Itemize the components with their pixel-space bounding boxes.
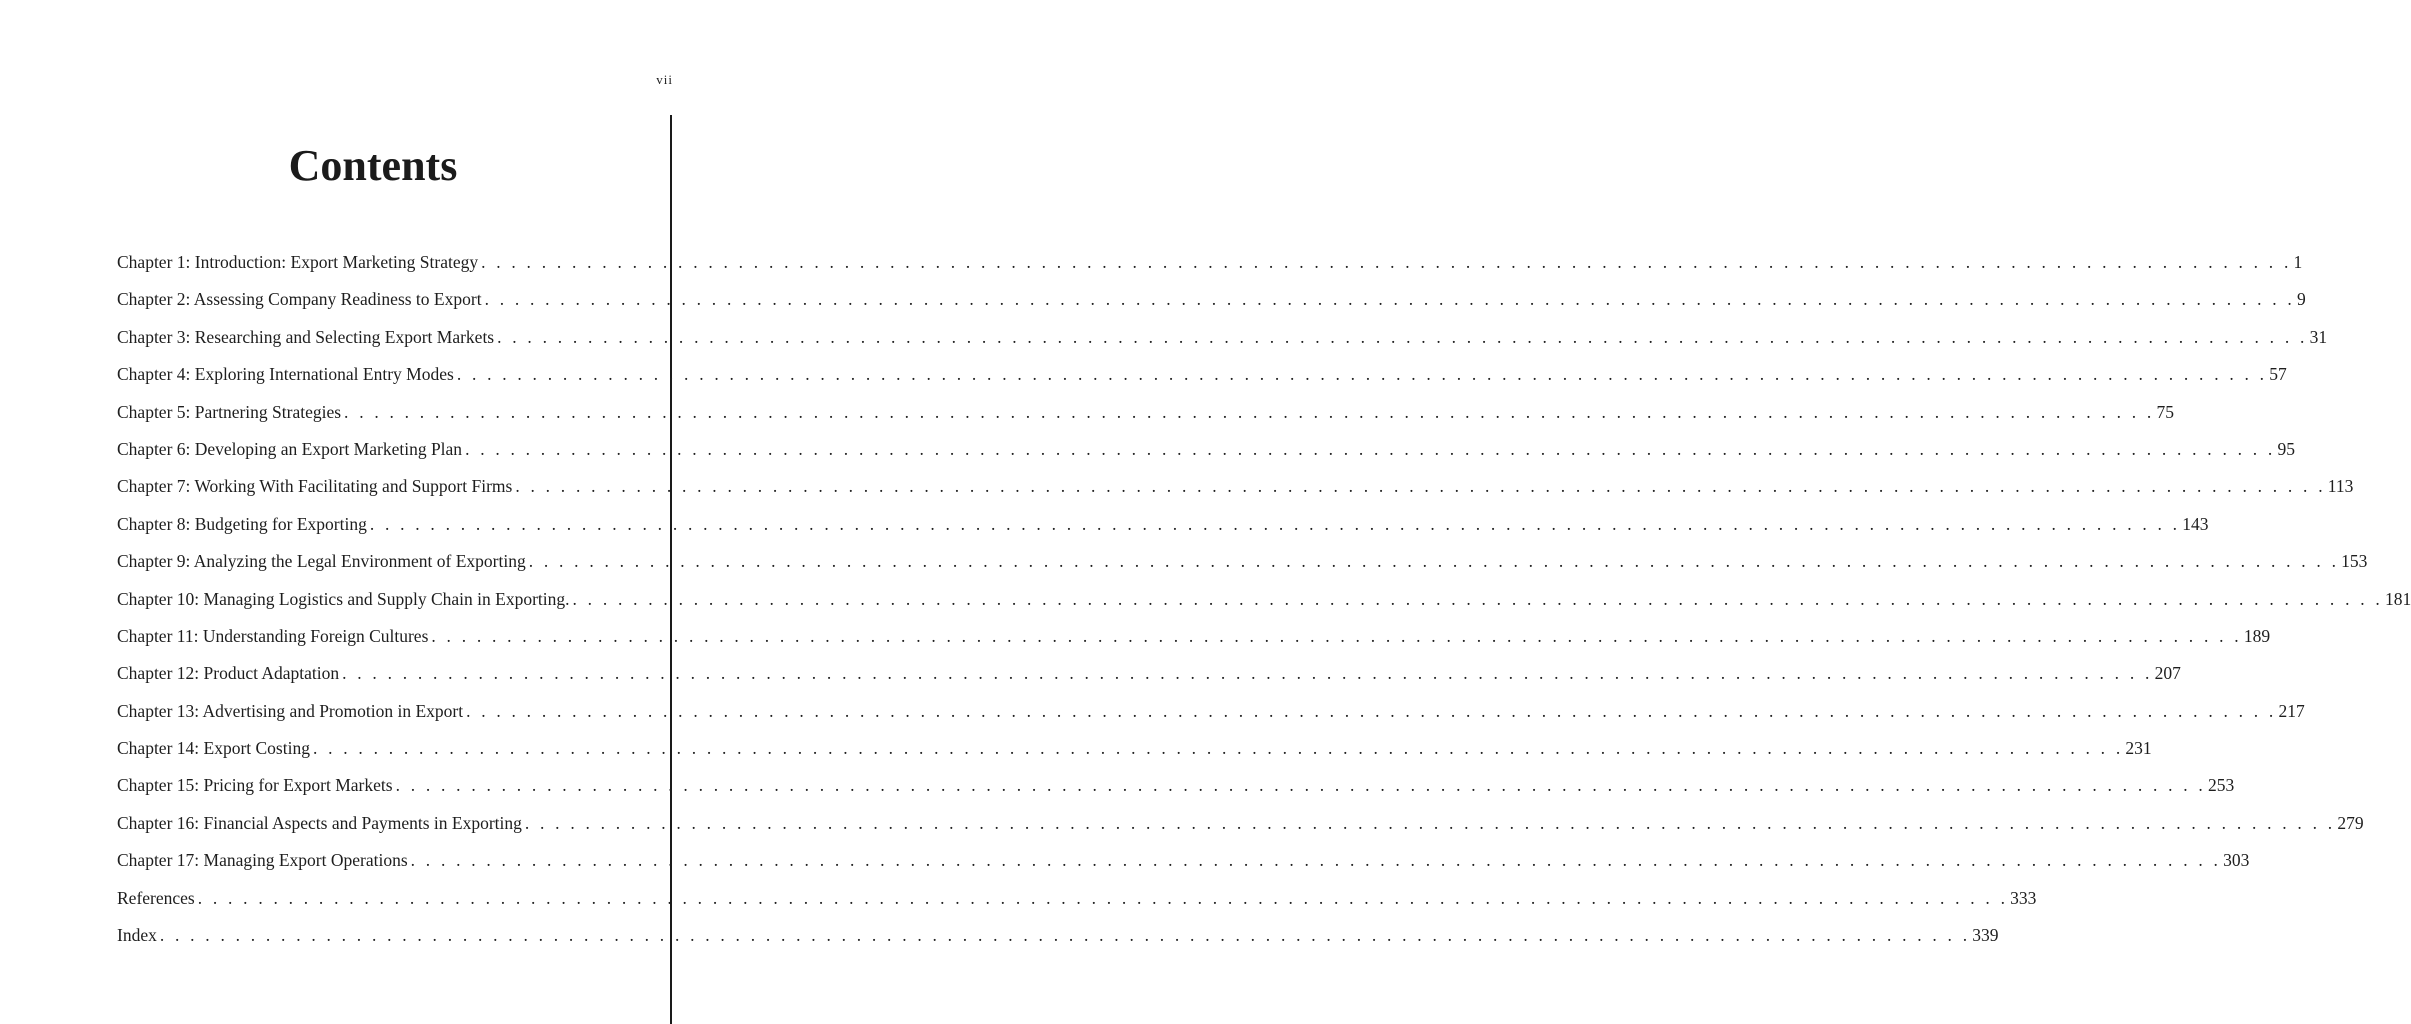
toc-entry-title: Chapter 4: Exploring International Entry Modes — [117, 364, 454, 385]
toc-dot-leader: . . . . . . . . . . . . . . . . . . . . . . . . . . . . . . . . . . . . . . . . . . . . . . . . . . . . . . . . . . . . . . . . . . . . . . . . . . . . . . . . . . . . . . . . . . . . . . . . . . . . . . . . . . . . . . . . . . . . . . . . — [395, 775, 2207, 796]
toc-entry-page-number: 279 — [2337, 812, 2364, 833]
toc-entry-page-number: 303 — [2223, 850, 2250, 871]
toc-entry-page-number: 231 — [2125, 738, 2152, 759]
toc-dot-leader: . . . . . . . . . . . . . . . . . . . . . . . . . . . . . . . . . . . . . . . . . . . . . . . . . . . . . . . . . . . . . . . . . . . . . . . . . . . . . . . . . . . . . . . . . . . . . . . . . . . . . . . . . . . . . . . . . . . . . . . . — [312, 738, 2124, 759]
toc-entry-title: Chapter 16: Financial Aspects and Payments in Exporting — [117, 812, 522, 833]
toc-entry-title: Chapter 17: Managing Export Operations — [117, 850, 408, 871]
toc-dot-leader: . . . . . . . . . . . . . . . . . . . . . . . . . . . . . . . . . . . . . . . . . . . . . . . . . . . . . . . . . . . . . . . . . . . . . . . . . . . . . . . . . . . . . . . . . . . . . . . . . . . . . . . . . . . . . . . . . . . . . . . . — [524, 812, 2336, 833]
toc-entry[interactable] — [117, 431, 2295, 468]
toc-entry-page-number: 1 — [2293, 252, 2303, 272]
toc-entry-title: Index — [117, 925, 157, 946]
toc-entry[interactable] — [117, 543, 2368, 580]
toc-entry-page-number: 181 — [2384, 588, 2411, 609]
toc-dot-leader: . . . . . . . . . . . . . . . . . . . . . . . . . . . . . . . . . . . . . . . . . . . . . . . . . . . . . . . . . . . . . . . . . . . . . . . . . . . . . . . . . . . . . . . . . . . . . . . . . . . . . . . . . . . . . . . . . . . . . . . . — [344, 401, 2155, 422]
toc-entry-title: Chapter 6: Developing an Export Marketing Plan — [117, 438, 463, 459]
toc-entry-title: Chapter 9: Analyzing the Legal Environment of Exporting — [117, 551, 526, 572]
toc-entry-title: Chapter 7: Working With Facilitating and Support Firms — [117, 476, 513, 497]
toc-entry-page-number: 339 — [1972, 925, 1999, 946]
toc-entry-title: Chapter 3: Researching and Selecting Export Markets — [117, 326, 495, 347]
toc-dot-leader: . . . . . . . . . . . . . . . . . . . . . . . . . . . . . . . . . . . . . . . . . . . . . . . . . . . . . . . . . . . . . . . . . . . . . . . . . . . . . . . . . . . . . . . . . . . . . . . . . . . . . . . . . . . . . . . . . . . . . . . . — [466, 700, 2277, 721]
toc-dot-leader: . . . . . . . . . . . . . . . . . . . . . . . . . . . . . . . . . . . . . . . . . . . . . . . . . . . . . . . . . . . . . . . . . . . . . . . . . . . . . . . . . . . . . . . . . . . . . . . . . . . . . . . . . . . . . . . . . . . . . . . . — [197, 887, 2009, 908]
toc-entry[interactable] — [117, 356, 2287, 393]
toc-entry-title: Chapter 11: Understanding Foreign Cultures — [117, 625, 429, 646]
toc-entry[interactable] — [117, 842, 2250, 879]
toc-entry[interactable] — [117, 767, 2235, 804]
toc-entry-page-number: 253 — [2208, 775, 2235, 796]
toc-dot-leader: . . . . . . . . . . . . . . . . . . . . . . . . . . . . . . . . . . . . . . . . . . . . . . . . . . . . . . . . . . . . . . . . . . . . . . . . . . . . . . . . . . . . . . . . . . . . . . . . . . . . . . . . . . . . . . . . . . . . . . . . — [456, 364, 2268, 385]
toc-entry-page-number: 153 — [2341, 551, 2368, 572]
toc-entry[interactable] — [117, 281, 2306, 318]
toc-dot-leader: . . . . . . . . . . . . . . . . . . . . . . . . . . . . . . . . . . . . . . . . . . . . . . . . . . . . . . . . . . . . . . . . . . . . . . . . . . . . . . . . . . . . . . . . . . . . . . . . . . . . . . . . . . . . . . . . . . . . . . . . — [515, 476, 2326, 497]
toc-entry-page-number: 113 — [2327, 476, 2354, 497]
toc-entry[interactable] — [117, 394, 2174, 431]
toc-entry-page-number: 189 — [2243, 625, 2271, 646]
toc-entry[interactable] — [117, 581, 2411, 618]
toc-entry[interactable] — [117, 730, 2152, 767]
toc-entry-title: Chapter 12: Product Adaptation — [117, 663, 340, 684]
toc-entry[interactable] — [117, 655, 2181, 692]
toc-entry[interactable] — [117, 693, 2305, 730]
toc-entry-page-number: 9 — [2297, 289, 2306, 310]
toc-dot-leader: . . . . . . . . . . . . . . . . . . . . . . . . . . . . . . . . . . . . . . . . . . . . . . . . . . . . . . . . . . . . . . . . . . . . . . . . . . . . . . . . . . . . . . . . . . . . . . . . . . . . . . . . . . . . . . . . . . . . . . . . — [159, 925, 1971, 946]
toc-entry[interactable] — [117, 319, 2328, 356]
toc-entry[interactable] — [117, 880, 2037, 917]
toc-entry-title: Chapter 5: Partnering Strategies — [117, 401, 342, 422]
toc-dot-leader: . . . . . . . . . . . . . . . . . . . . . . . . . . . . . . . . . . . . . . . . . . . . . . . . . . . . . . . . . . . . . . . . . . . . . . . . . . . . . . . . . . . . . . . . . . . . . . . . . . . . . . . . . . . . . . . . . . . . . . . . — [342, 663, 2153, 684]
toc-entry-title: Chapter 10: Managing Logistics and Supply Chain in Exporting. — [117, 588, 570, 609]
toc-entry-page-number: 217 — [2278, 700, 2305, 721]
toc-entry-page-number: 57 — [2269, 364, 2287, 385]
toc-dot-leader: . . . . . . . . . . . . . . . . . . . . . . . . . . . . . . . . . . . . . . . . . . . . . . . . . . . . . . . . . . . . . . . . . . . . . . . . . . . . . . . . . . . . . . . . . . . . . . . . . . . . . . . . . . . . . . . . . . . . . . . . — [369, 513, 2181, 534]
toc-dot-leader: . . . . . . . . . . . . . . . . . . . . . . . . . . . . . . . . . . . . . . . . . . . . . . . . . . . . . . . . . . . . . . . . . . . . . . . . . . . . . . . . . . . . . . . . . . . . . . . . . . . . . . . . . . . . . . . . . . . . . . . . — [497, 326, 2308, 347]
toc-entry-title: Chapter 8: Budgeting for Exporting — [117, 513, 367, 534]
toc-entry-title: References — [117, 887, 195, 908]
table-of-contents — [117, 244, 2411, 954]
toc-entry-page-number: 333 — [2010, 887, 2037, 908]
toc-entry-page-number: 95 — [2277, 438, 2295, 459]
toc-entry-title: Chapter 1: Introduction: Export Marketing Strategy — [117, 252, 479, 272]
toc-entry-page-number: 143 — [2182, 513, 2209, 534]
toc-entry[interactable] — [117, 468, 2354, 505]
toc-entry[interactable] — [117, 618, 2271, 655]
toc-entry[interactable] — [117, 805, 2364, 842]
toc-entry-title: Chapter 13: Advertising and Promotion in Export — [117, 700, 464, 721]
toc-dot-leader: . . . . . . . . . . . . . . . . . . . . . . . . . . . . . . . . . . . . . . . . . . . . . . . . . . . . . . . . . . . . . . . . . . . . . . . . . . . . . . . . . . . . . . . . . . . . . . . . . . . . . . . . . . . . . . . . . . . . . . . . — [481, 252, 2292, 272]
toc-dot-leader: . . . . . . . . . . . . . . . . . . . . . . . . . . . . . . . . . . . . . . . . . . . . . . . . . . . . . . . . . . . . . . . . . . . . . . . . . . . . . . . . . . . . . . . . . . . . . . . . . . . . . . . . . . . . . . . . . . . . . . . . — [465, 438, 2276, 459]
toc-dot-leader: . . . . . . . . . . . . . . . . . . . . . . . . . . . . . . . . . . . . . . . . . . . . . . . . . . . . . . . . . . . . . . . . . . . . . . . . . . . . . . . . . . . . . . . . . . . . . . . . . . . . . . . . . . . . . . . . . . . . . . . . — [572, 588, 2383, 609]
toc-entry-page-number: 31 — [2309, 326, 2328, 347]
toc-entry[interactable] — [117, 917, 1999, 954]
toc-entry[interactable] — [117, 244, 2303, 281]
toc-dot-leader: . . . . . . . . . . . . . . . . . . . . . . . . . . . . . . . . . . . . . . . . . . . . . . . . . . . . . . . . . . . . . . . . . . . . . . . . . . . . . . . . . . . . . . . . . . . . . . . . . . . . . . . . . . . . . . . . . . . . . . . . — [528, 551, 2340, 572]
toc-entry-page-number: 75 — [2156, 401, 2174, 422]
page-folio: vii — [656, 72, 673, 87]
toc-entry-title: Chapter 14: Export Costing — [117, 738, 310, 759]
toc-dot-leader: . . . . . . . . . . . . . . . . . . . . . . . . . . . . . . . . . . . . . . . . . . . . . . . . . . . . . . . . . . . . . . . . . . . . . . . . . . . . . . . . . . . . . . . . . . . . . . . . . . . . . . . . . . . . . . . . . . . . . . . . — [484, 289, 2295, 310]
page-title: Contents — [288, 141, 458, 190]
toc-entry[interactable] — [117, 506, 2209, 543]
toc-dot-leader: . . . . . . . . . . . . . . . . . . . . . . . . . . . . . . . . . . . . . . . . . . . . . . . . . . . . . . . . . . . . . . . . . . . . . . . . . . . . . . . . . . . . . . . . . . . . . . . . . . . . . . . . . . . . . . . . . . . . . . . . — [410, 850, 2222, 871]
toc-dot-leader: . . . . . . . . . . . . . . . . . . . . . . . . . . . . . . . . . . . . . . . . . . . . . . . . . . . . . . . . . . . . . . . . . . . . . . . . . . . . . . . . . . . . . . . . . . . . . . . . . . . . . . . . . . . . . . . . . . . . . . . . — [431, 625, 2242, 646]
toc-entry-title: Chapter 15: Pricing for Export Markets — [117, 775, 393, 796]
toc-entry-title: Chapter 2: Assessing Company Readiness to Export — [117, 289, 482, 310]
toc-entry-page-number: 207 — [2154, 663, 2181, 684]
